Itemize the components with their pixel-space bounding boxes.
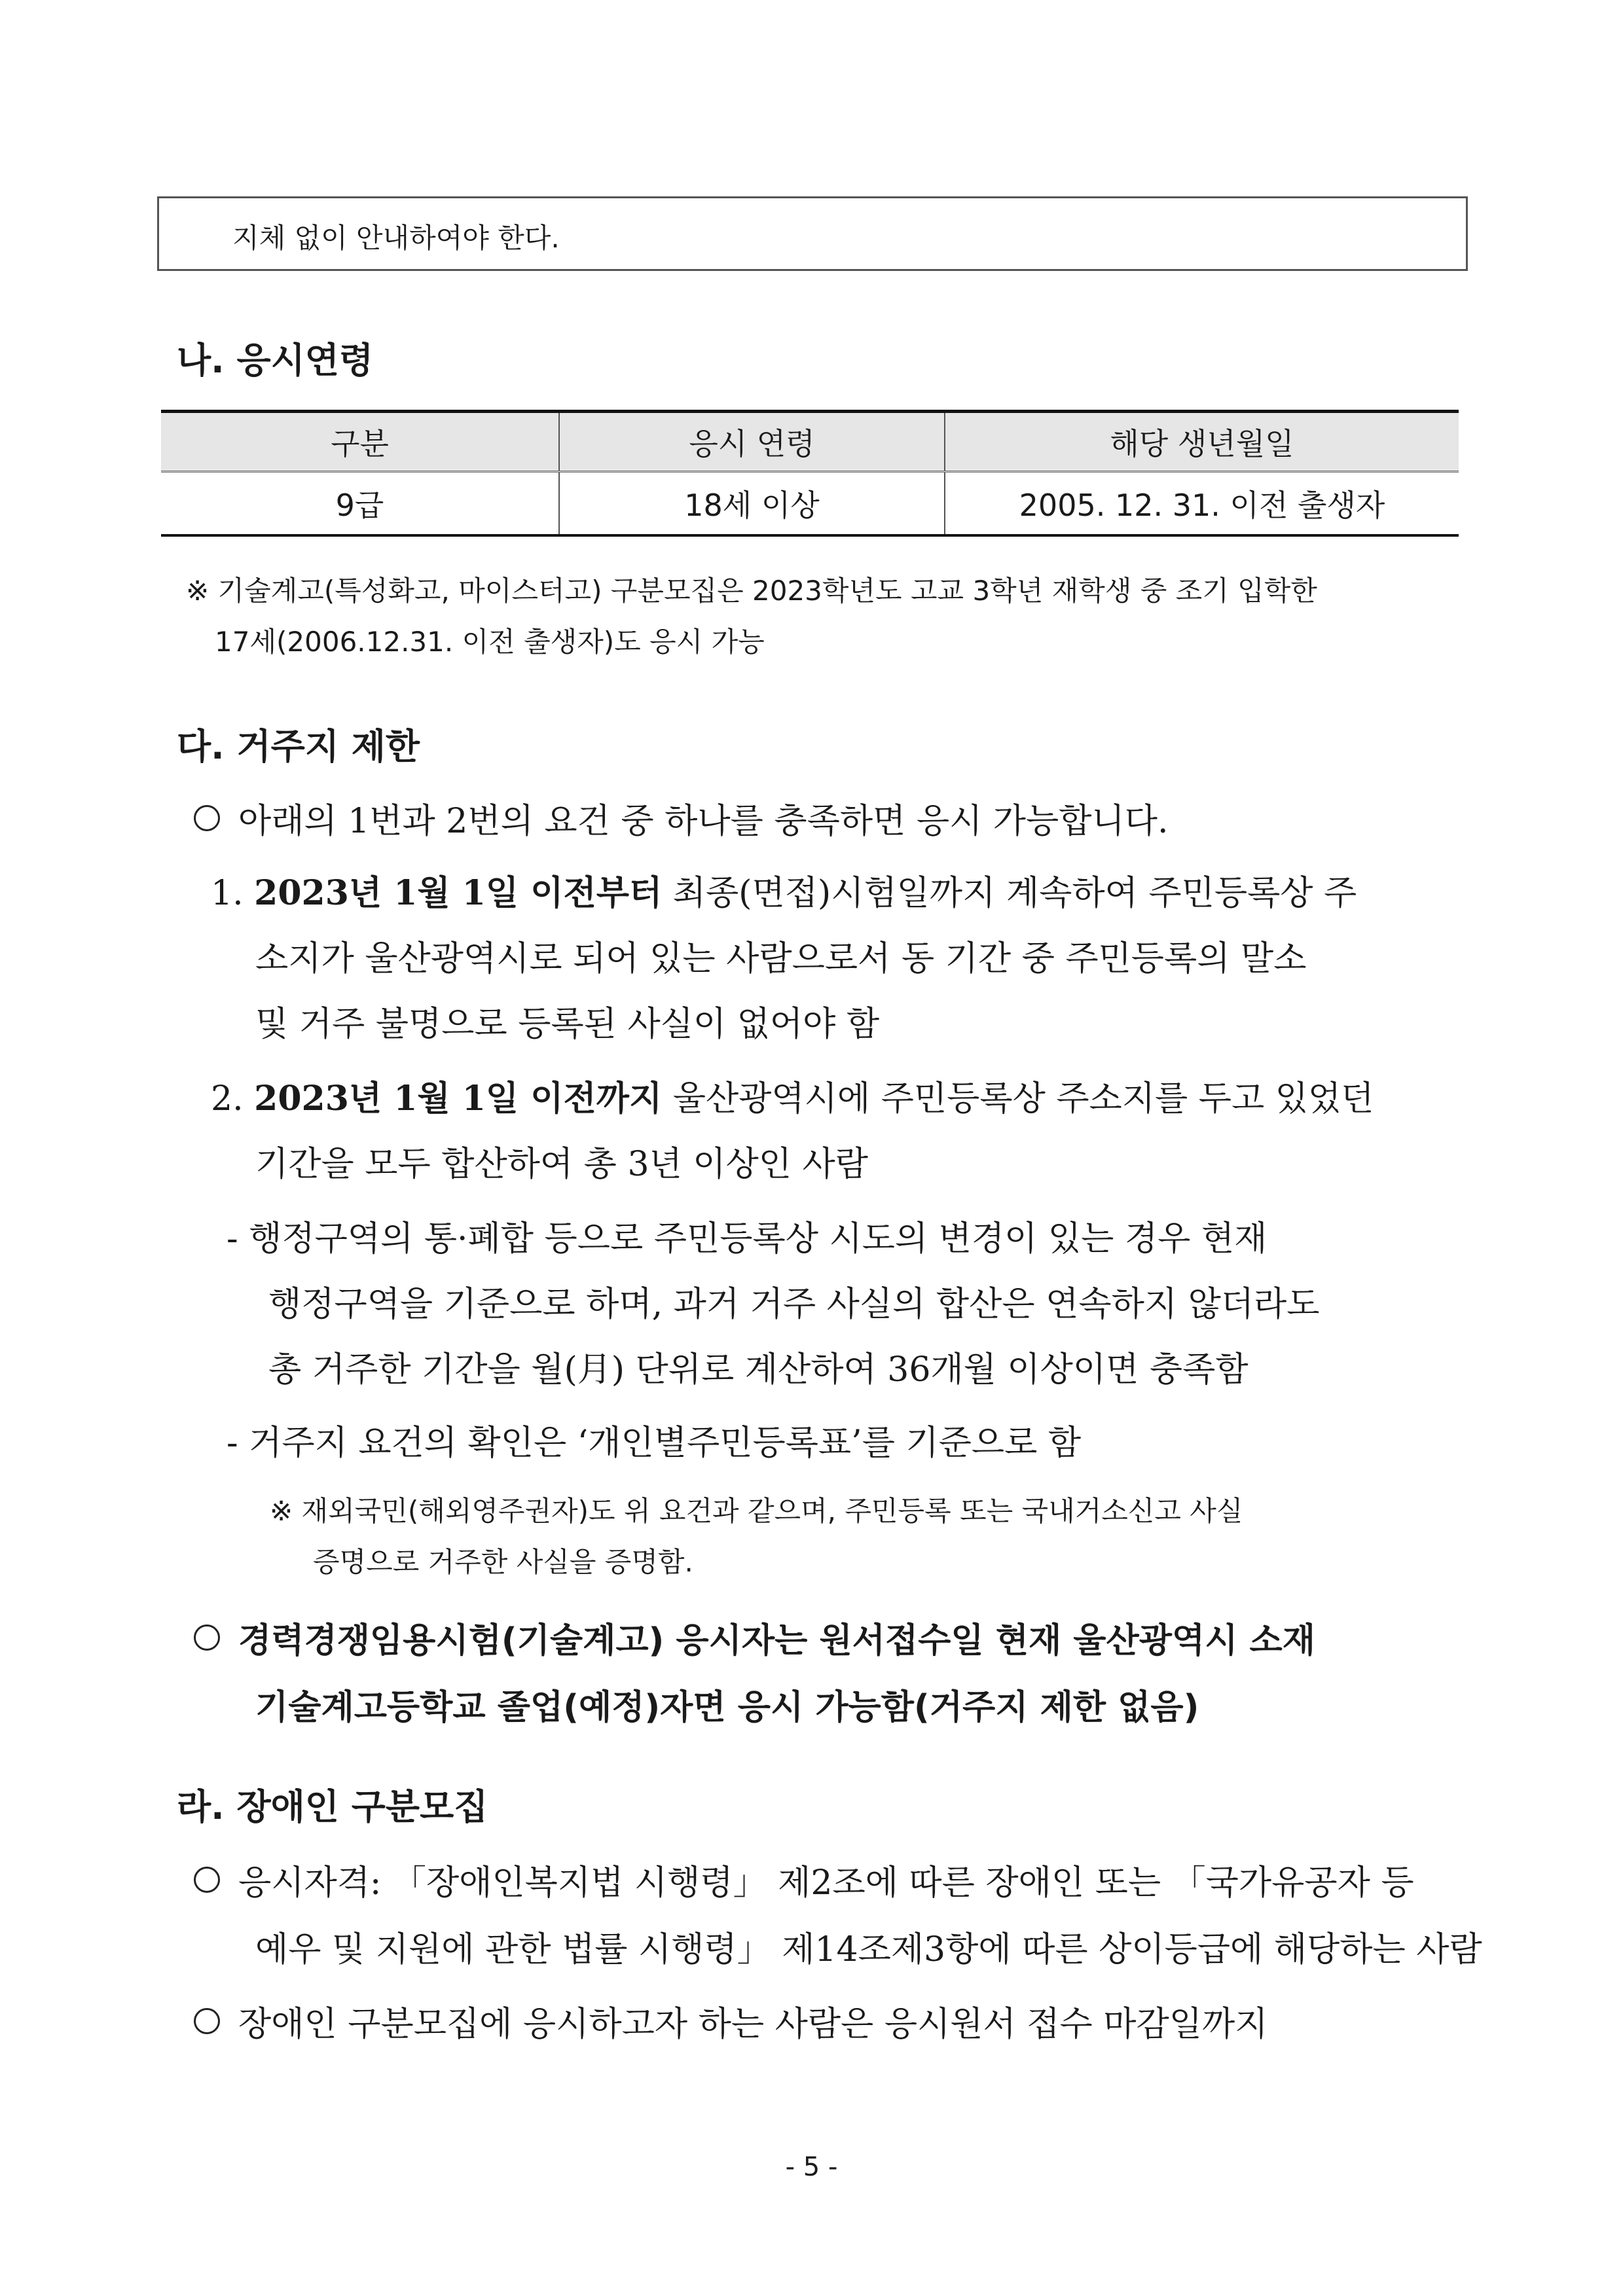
residence-note-line1: ※ 재외국민(해외영주권자)도 위 요건과 같으며, 주민등록 또는 국내거소신고 사실 bbox=[270, 1495, 1243, 1527]
circle-bullet-icon bbox=[194, 805, 220, 831]
residence-item-2-line2: 기간을 모두 합산하여 총 3년 이상인 사람 bbox=[255, 1145, 868, 1184]
age-table bbox=[161, 410, 1459, 537]
residence-item-2-line1 bbox=[211, 1071, 1374, 1120]
residence-item-1-line2: 소지가 울산광역시로 되어 있는 사람으로서 동 기간 중 주민등록의 말소 bbox=[255, 939, 1307, 978]
residence-bullet-2-line2: 기술계고등학교 졸업(예정)자면 응시 가능함(거주지 제한 없음) bbox=[255, 1688, 1199, 1727]
circle-bullet-icon bbox=[194, 2008, 220, 2034]
section-heading-age: 나. 응시연령 bbox=[177, 340, 374, 381]
residence-bullet-1 bbox=[194, 793, 1169, 842]
residence-note-line2: 증명으로 거주한 사실을 증명함. bbox=[313, 1546, 693, 1578]
table-cell: 9급 bbox=[161, 472, 559, 536]
residence-dash-1-line2: 행정구역을 기준으로 하며, 과거 거주 사실의 합산은 연속하지 않더라도 bbox=[268, 1285, 1320, 1324]
table-header-cell: 구분 bbox=[161, 412, 559, 472]
item-bold-text: 2023년 1월 1일 이전까지 bbox=[254, 1079, 663, 1119]
disabled-bullet-1 bbox=[194, 1855, 1414, 1904]
residence-dash-2: - 거주지 요건의 확인은 ‘개인별주민등록표’를 기준으로 함 bbox=[227, 1424, 1082, 1463]
disabled-bullet-1-line1: 응시자격: 「장애인복지법 시행령」 제2조에 따른 장애인 또는 「국가유공자 등 bbox=[238, 1863, 1414, 1903]
residence-bullet-1-text: 아래의 1번과 2번의 요건 중 하나를 충족하면 응시 가능합니다. bbox=[238, 802, 1169, 841]
circle-bullet-icon bbox=[194, 1867, 220, 1893]
disabled-bullet-2-line1: 장애인 구분모집에 응시하고자 하는 사람은 응시원서 접수 마감일까지 bbox=[238, 2005, 1268, 2044]
table-cell: 18세 이상 bbox=[559, 472, 945, 536]
residence-bullet-2-line1: 경력경쟁임용시험(기술계고) 응시자는 원서접수일 현재 울산광역시 소재 bbox=[238, 1621, 1316, 1660]
residence-item-1-line3: 및 거주 불명으로 등록된 사실이 없어야 함 bbox=[255, 1005, 880, 1044]
disabled-bullet-1-line2: 예우 및 지원에 관한 법률 시행령」 제14조제3항에 따른 상이등급에 해당하는 사람 bbox=[255, 1930, 1482, 1969]
table-header-row bbox=[161, 412, 1459, 472]
circle-bullet-icon bbox=[194, 1624, 220, 1651]
item-bold-text: 2023년 1월 1일 이전부터 bbox=[254, 873, 663, 913]
item-number: 2. bbox=[211, 1079, 244, 1119]
section-heading-residence: 다. 거주지 제한 bbox=[177, 726, 420, 767]
table-cell: 2005. 12. 31. 이전 출생자 bbox=[945, 472, 1459, 536]
residence-item-1-line1 bbox=[211, 865, 1468, 914]
age-note-line2: 17세(2006.12.31. 이전 출생자)도 응시 가능 bbox=[215, 626, 765, 658]
age-note-line1: ※ 기술계고(특성화고, 마이스터고) 구분모집은 2023학년도 고교 3학년 재학생 중 조기 입학한 bbox=[186, 575, 1317, 607]
section-heading-disabled: 라. 장애인 구분모집 bbox=[177, 1786, 488, 1827]
item-number: 1. bbox=[211, 874, 244, 913]
residence-bullet-2 bbox=[194, 1613, 1315, 1662]
residence-dash-1-line3: 총 거주한 기간을 월(月) 단위로 계산하여 36개월 이상이면 충족함 bbox=[268, 1350, 1249, 1390]
residence-dash-1-line1: - 행정구역의 통·폐합 등으로 주민등록상 시도의 변경이 있는 경우 현재 bbox=[227, 1219, 1267, 1259]
item-text: 최종(면접)시험일까지 계속하여 주민등록상 주 bbox=[672, 874, 1357, 913]
note-box bbox=[157, 196, 1468, 271]
disabled-bullet-2 bbox=[194, 1996, 1267, 2045]
table-header-cell: 응시 연령 bbox=[559, 412, 945, 472]
table-header-cell: 해당 생년월일 bbox=[945, 412, 1459, 472]
page-number: - 5 - bbox=[785, 2152, 838, 2182]
note-box-text: 지체 없이 안내하여야 한다. bbox=[232, 222, 560, 254]
item-text: 울산광역시에 주민등록상 주소지를 두고 있었던 bbox=[672, 1079, 1374, 1119]
table-row bbox=[161, 472, 1459, 536]
